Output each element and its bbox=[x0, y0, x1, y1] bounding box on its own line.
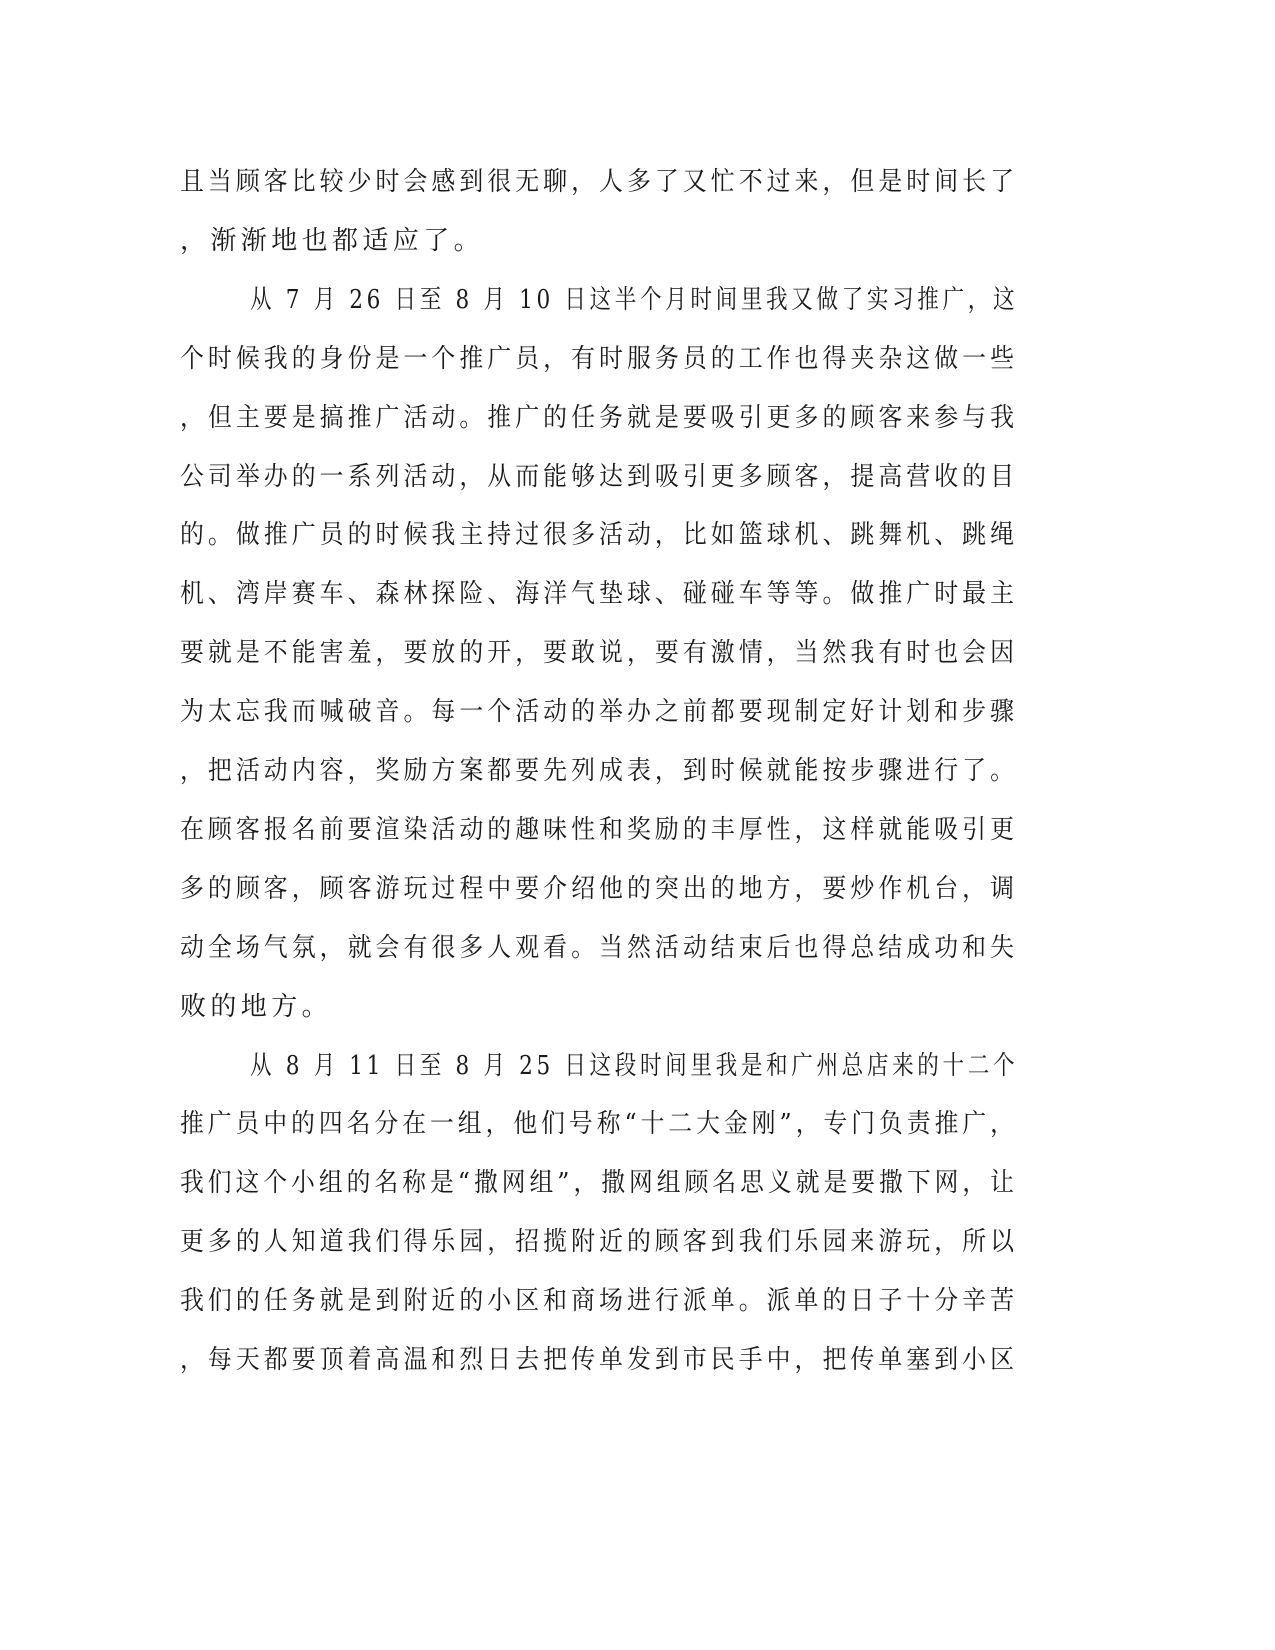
text-line: 机、湾岸赛车、森林探险、海洋气垫球、碰碰车等等。做推广时最主 bbox=[180, 579, 1019, 610]
text-line: 从 8 月 11 日至 8 月 25 日这段时间里我是和广州总店来的十二个 bbox=[250, 1050, 1019, 1081]
text-line: 在顾客报名前要渲染活动的趣味性和奖励的丰厚性，这样就能吸引更 bbox=[180, 814, 1019, 845]
text-line: ，每天都要顶着高温和烈日去把传单发到市民手中，把传单塞到小区 bbox=[180, 1345, 1019, 1375]
text-line: 的。做推广员的时候我主持过很多活动，比如篮球机、跳舞机、跳绳 bbox=[180, 520, 1019, 551]
text-line: 更多的人知道我们得乐园，招揽附近的顾客到我们乐园来游玩，所以 bbox=[180, 1227, 1019, 1258]
text-line: 推广员中的四名分在一组，他们号称“十二大金刚”，专门负责推广， bbox=[180, 1109, 1018, 1140]
text-line: 败的地方。 bbox=[180, 991, 333, 1022]
text-line: 个时候我的身份是一个推广员，有时服务员的工作也得夹杂这做一些 bbox=[180, 343, 1019, 374]
text-line: 为太忘我而喊破音。每一个活动的举办之前都要现制定好计划和步骤 bbox=[180, 697, 1019, 728]
text-line: 从 7 月 26 日至 8 月 10 日这半个月时间里我又做了实习推广，这 bbox=[250, 284, 1019, 315]
text-line: 动全场气氛，就会有很多人观看。当然活动结束后也得总结成功和失 bbox=[180, 932, 1019, 963]
text-line: 且当顾客比较少时会感到很无聊，人多了又忙不过来，但是时间长了 bbox=[180, 167, 1019, 197]
text-line: 我们这个小组的名称是“撒网组”，撒网组顾名思义就是要撒下网，让 bbox=[180, 1168, 1018, 1199]
text-line: ，但主要是搞推广活动。推广的任务就是要吸引更多的顾客来参与我 bbox=[180, 402, 1019, 433]
text-line: 多的顾客，顾客游玩过程中要介绍他的突出的地方，要炒作机台，调 bbox=[180, 873, 1019, 904]
text-line: 我们的任务就是到附近的小区和商场进行派单。派单的日子十分辛苦 bbox=[180, 1286, 1019, 1317]
text-line: ，渐渐地也都适应了。 bbox=[180, 225, 485, 256]
text-line: ，把活动内容，奖励方案都要先列成表，到时候就能按步骤进行了。 bbox=[180, 756, 1019, 786]
text-line: 公司举办的一系列活动，从而能够达到吸引更多顾客，提高营收的目 bbox=[180, 461, 1019, 492]
text-line: 要就是不能害羞，要放的开，要敢说，要有激情，当然我有时也会因 bbox=[180, 638, 1019, 669]
